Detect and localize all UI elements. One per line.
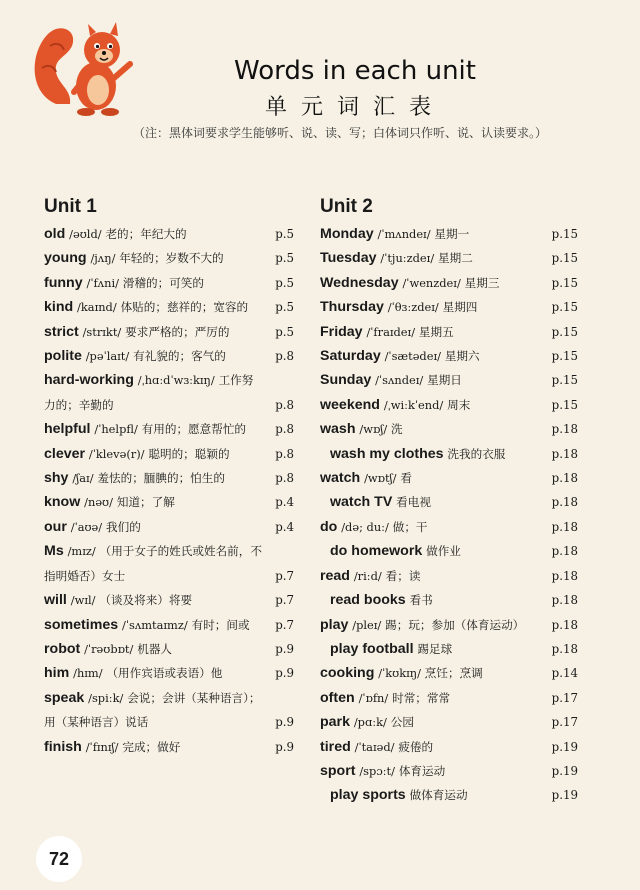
vocab-definition: 公园: [390, 715, 414, 730]
vocab-word: finish: [44, 738, 82, 755]
vocab-definition: 踢足球: [417, 641, 453, 656]
vocab-word: Tuesday: [320, 250, 377, 267]
vocab-page-ref: p.5: [275, 227, 294, 241]
vocab-page-ref: p.18: [551, 422, 578, 437]
vocab-entry: [44, 368, 294, 417]
vocab-entry: [320, 686, 578, 710]
legend-note: （注：黑体词要求学生能够听、说、读、写；白体词只作听、说、认读要求。）: [132, 126, 547, 140]
vocab-entry: [320, 222, 578, 246]
vocab-phonetic: /spiːk/: [88, 690, 124, 705]
vocab-phonetic: /əʊld/: [69, 227, 102, 241]
vocab-word: speak: [44, 689, 85, 706]
vocab-word: park: [320, 714, 350, 731]
vocab-page-ref: p.4: [275, 495, 294, 510]
vocab-word: sport: [320, 762, 356, 779]
vocab-phonetic: /riːd/: [353, 568, 382, 583]
vocab-phonetic: /nəʊ/: [84, 495, 113, 510]
vocab-phonetic: /ˈθɜːzdeɪ/: [387, 300, 439, 315]
vocab-entry: [320, 490, 578, 514]
vocab-phonetic: /ˈfraɪdeɪ/: [366, 324, 416, 339]
vocab-page-ref: p.8: [275, 446, 294, 461]
vocab-definition: 时常；常常: [392, 690, 451, 705]
vocab-word: weekend: [320, 396, 380, 413]
vocab-definition: 星期二: [438, 251, 473, 266]
vocab-word: shy: [44, 470, 69, 487]
vocab-phonetic: /ˈsætədeɪ/: [384, 349, 441, 364]
vocab-definition: 星期一: [434, 227, 470, 241]
vocab-page-ref: p.15: [551, 300, 578, 315]
vocab-definition: 星期六: [444, 349, 480, 364]
vocab-word: know: [44, 494, 81, 511]
vocab-word: cooking: [320, 665, 375, 682]
vocab-page-ref: p.4: [275, 519, 294, 534]
vocab-word: Sunday: [320, 372, 372, 389]
vocab-entry: [320, 466, 578, 490]
vocab-phonetic: /strɪkt/: [82, 324, 122, 339]
vocab-phonetic: /ʃaɪ/: [72, 471, 94, 486]
vocab-definition: 星期四: [442, 300, 478, 315]
vocab-entry: [320, 393, 578, 417]
vocab-entry: [320, 637, 578, 661]
vocab-word: do: [320, 518, 338, 535]
vocab-word: Wednesday: [320, 274, 399, 291]
unit2-heading: Unit 2: [320, 196, 373, 217]
vocab-word: hard-working: [44, 372, 134, 389]
vocab-word: read: [320, 567, 350, 584]
vocab-definition: 年轻的；岁数不大的: [119, 251, 224, 266]
unit1-word-list: [44, 222, 294, 759]
vocab-page-ref: p.19: [551, 763, 578, 778]
vocab-entry: [320, 417, 578, 441]
vocab-page-ref: p.18: [551, 519, 578, 534]
vocab-phonetic: /jʌŋ/: [90, 251, 116, 266]
vocab-word: Saturday: [320, 348, 381, 365]
vocab-page-ref: p.15: [551, 373, 578, 388]
vocab-definition: 滑稽的；可笑的: [122, 275, 204, 290]
vocab-entry: [320, 515, 578, 539]
vocab-page-ref: p.5: [275, 251, 294, 266]
vocab-phonetic: /ˈklevə(r)/: [88, 446, 145, 461]
vocab-entry: [320, 246, 578, 270]
vocab-phonetic: /ˌwiːkˈend/: [383, 397, 444, 412]
unit2-word-list: [320, 222, 578, 808]
vocab-phonetic: /ˈsʌndeɪ/: [375, 373, 424, 388]
vocab-phonetic: /wɪl/: [70, 593, 96, 608]
vocab-word: helpful: [44, 421, 91, 438]
vocab-entry: [320, 613, 578, 637]
vocab-page-ref: p.15: [551, 275, 578, 290]
title-english: Words in each unit: [234, 56, 476, 86]
vocab-word: young: [44, 250, 87, 267]
vocab-entry: [320, 271, 578, 295]
vocab-page-ref: p.18: [551, 471, 578, 486]
vocab-entry: [44, 515, 294, 539]
vocab-entry: [320, 564, 578, 588]
vocab-definition: 看电视: [396, 495, 431, 510]
vocab-entry: [44, 417, 294, 441]
vocab-phonetic: /ˈmʌndeɪ/: [377, 227, 431, 241]
vocab-phonetic: /pɑːk/: [353, 715, 387, 730]
vocab-definition: 星期五: [418, 324, 454, 339]
vocab-definition: 踢；玩；参加（体育运动）: [385, 617, 525, 632]
vocab-page-ref: p.8: [275, 422, 294, 437]
vocab-word: wash: [320, 421, 356, 438]
vocab-entry: [320, 710, 578, 734]
vocab-page-ref: p.9: [275, 641, 294, 656]
vocab-word: our: [44, 518, 67, 535]
vocab-page-ref: p.17: [551, 715, 578, 730]
vocab-page-ref: p.5: [275, 300, 294, 315]
vocab-definition: 烹饪；烹调: [424, 666, 483, 681]
vocab-page-ref: p.14: [551, 666, 578, 681]
vocab-phonetic: /də; duː/: [341, 519, 389, 534]
vocab-definition: （用作宾语或表语）他: [106, 666, 223, 681]
vocab-definition: 做；干: [392, 519, 428, 534]
vocab-phonetic: /ˈsʌmtaɪmz/: [122, 617, 188, 632]
vocab-definition: 羞怯的；腼腆的；怕生的: [97, 471, 225, 486]
vocab-entry: [44, 637, 294, 661]
vocab-word: read books: [330, 592, 406, 609]
vocab-entry: [320, 368, 578, 392]
vocab-phonetic: /ˈkʊkɪŋ/: [378, 666, 421, 681]
vocab-definition: （谈及将来）将要: [99, 593, 193, 608]
vocab-page-ref: p.8: [275, 471, 294, 486]
vocab-definition: 看: [400, 471, 412, 486]
vocab-entry: [320, 735, 578, 759]
vocab-word: tired: [320, 738, 351, 755]
vocab-page-ref: p.18: [551, 593, 578, 608]
vocab-entry: [320, 588, 578, 612]
vocab-entry: [320, 539, 578, 563]
vocab-definition: 做作业: [426, 544, 461, 559]
vocab-phonetic: /ˈfʌni/: [86, 275, 119, 290]
vocab-entry: [320, 442, 578, 466]
vocab-entry: [44, 246, 294, 270]
vocab-entry: [44, 661, 294, 685]
vocab-definition: 会说；会讲（某种语言）；用（某种语言）说话: [44, 690, 261, 730]
vocab-entry: [44, 320, 294, 344]
vocab-entry: [320, 661, 578, 685]
vocab-word: play football: [330, 640, 414, 657]
vocab-definition: 有时；间或: [191, 617, 250, 632]
vocab-phonetic: /mɪz/: [67, 544, 96, 559]
vocab-definition: 体育运动: [398, 763, 446, 778]
vocab-entry: [44, 442, 294, 466]
vocab-phonetic: /ˈaʊə/: [70, 519, 103, 534]
vocab-entry: [44, 613, 294, 637]
vocab-definition: 体贴的；慈祥的；宽容的: [120, 300, 249, 315]
vocab-entry: [320, 783, 578, 807]
vocab-page-ref: p.18: [551, 544, 578, 559]
vocab-word: kind: [44, 299, 74, 316]
vocab-word: clever: [44, 445, 86, 462]
vocab-phonetic: /ˈfɪnɪʃ/: [85, 739, 119, 754]
vocab-page-ref: p.15: [551, 349, 578, 364]
vocab-entry: [44, 539, 294, 588]
vocab-phonetic: /ˈtjuːzdeɪ/: [380, 251, 435, 266]
vocab-word: watch TV: [330, 494, 393, 511]
vocab-page-ref: p.9: [275, 666, 294, 681]
vocab-page-ref: p.5: [275, 324, 294, 339]
unit1-column: [44, 196, 294, 759]
vocab-word: will: [44, 592, 67, 609]
vocab-definition: 我们的: [106, 519, 141, 534]
vocab-definition: 有礼貌的；客气的: [133, 349, 226, 364]
vocab-entry: [44, 735, 294, 759]
vocab-definition: 有用的；愿意帮忙的: [141, 422, 247, 437]
vocab-page-ref: p.9: [275, 715, 294, 730]
vocab-word: robot: [44, 640, 81, 657]
unit1-heading: Unit 1: [44, 196, 97, 217]
vocab-page-ref: p.18: [551, 641, 578, 656]
vocab-entry: [44, 466, 294, 490]
vocab-entry: [44, 490, 294, 514]
vocab-definition: 完成；做好: [122, 739, 181, 754]
vocab-page-ref: p.5: [275, 275, 294, 290]
vocab-entry: [44, 271, 294, 295]
vocab-phonetic: /hɪm/: [73, 666, 103, 681]
vocab-definition: 看；读: [385, 568, 421, 583]
vocab-word: Ms: [44, 543, 64, 560]
vocab-phonetic: /pəˈlaɪt/: [85, 349, 130, 364]
vocab-word: polite: [44, 348, 82, 365]
vocab-definition: 做体育运动: [409, 788, 468, 803]
vocab-page-ref: p.19: [551, 739, 578, 754]
vocab-definition: 机器人: [137, 641, 173, 656]
vocab-phonetic: /wɒʃ/: [359, 422, 388, 437]
vocab-word: strict: [44, 323, 79, 340]
vocab-page-ref: p.19: [551, 788, 578, 803]
vocab-definition: 工作努力的；辛勤的: [44, 373, 254, 412]
vocab-page-ref: p.18: [551, 446, 578, 461]
vocab-page-ref: p.17: [551, 690, 578, 705]
vocab-word: play sports: [330, 787, 406, 804]
vocab-definition: 要求严格的；严厉的: [125, 324, 230, 339]
vocab-phonetic: /ˈɒfn/: [358, 690, 389, 705]
vocab-page-ref: p.15: [551, 397, 578, 412]
vocab-phonetic: /wɒtʃ/: [364, 471, 397, 486]
vocab-phonetic: /ˈwenzdeɪ/: [402, 275, 461, 290]
vocab-page-ref: p.7: [275, 617, 294, 632]
vocab-entry: [320, 344, 578, 368]
vocab-definition: 聪明的；聪颖的: [148, 446, 230, 461]
title-chinese: 单元词汇表: [264, 95, 445, 120]
vocab-entry: [320, 320, 578, 344]
vocab-definition: 周末: [447, 397, 471, 412]
vocab-entry: [44, 222, 294, 246]
vocab-page-ref: p.18: [551, 617, 578, 632]
vocab-word: watch: [320, 470, 361, 487]
vocab-phonetic: /ˈtaɪəd/: [354, 739, 395, 754]
vocab-entry: [320, 295, 578, 319]
vocab-definition: （用于女子的姓氏或姓名前，不指明婚否）女士: [44, 544, 262, 583]
squirrel-mascot-icon: [26, 12, 138, 124]
vocab-word: wash my clothes: [330, 445, 444, 462]
vocab-word: him: [44, 665, 70, 682]
vocab-entry: [44, 686, 294, 735]
vocab-entry: [44, 295, 294, 319]
vocab-definition: 星期三: [464, 275, 500, 290]
vocab-page-ref: p.15: [551, 251, 578, 266]
vocab-phonetic: /pleɪ/: [352, 617, 382, 632]
vocab-phonetic: /ˈhelpfl/: [94, 422, 138, 437]
vocab-page-ref: p.15: [551, 227, 578, 241]
vocab-word: Monday: [320, 226, 374, 242]
vocab-definition: 疲倦的: [398, 739, 434, 754]
vocab-phonetic: /spɔːt/: [359, 763, 395, 778]
vocab-definition: 洗我的衣服: [447, 446, 506, 461]
vocab-phonetic: /kaɪnd/: [77, 300, 117, 315]
page-number: 72: [36, 836, 82, 882]
vocab-entry: [320, 759, 578, 783]
vocab-page-ref: p.15: [551, 324, 578, 339]
vocab-page-ref: p.18: [551, 568, 578, 583]
vocab-entry: [44, 588, 294, 612]
vocab-page-ref: p.8: [275, 397, 294, 412]
vocab-word: funny: [44, 274, 83, 291]
vocab-definition: 洗: [391, 422, 403, 437]
vocab-word: sometimes: [44, 616, 119, 633]
vocab-phonetic: /ˌhɑːdˈwɜːkɪŋ/: [137, 373, 215, 388]
vocab-definition: 看书: [409, 593, 433, 608]
vocab-definition: 老的；年纪大的: [105, 227, 187, 241]
vocab-page-ref: p.18: [551, 495, 578, 510]
vocab-entry: [44, 344, 294, 368]
vocab-word: play: [320, 616, 349, 633]
unit2-column: [320, 196, 578, 808]
vocab-word: often: [320, 689, 355, 706]
vocab-definition: 知道；了解: [116, 495, 175, 510]
vocab-word: do homework: [330, 543, 423, 560]
vocab-phonetic: /ˈrəʊbɒt/: [84, 641, 134, 656]
vocab-page-ref: p.8: [275, 349, 294, 364]
vocab-page-ref: p.9: [275, 739, 294, 754]
vocab-word: Friday: [320, 323, 363, 340]
vocab-word: old: [44, 226, 66, 242]
vocab-page-ref: p.7: [275, 593, 294, 608]
vocab-word: Thursday: [320, 299, 384, 316]
vocab-definition: 星期日: [427, 373, 462, 388]
vocab-page-ref: p.7: [275, 568, 294, 583]
